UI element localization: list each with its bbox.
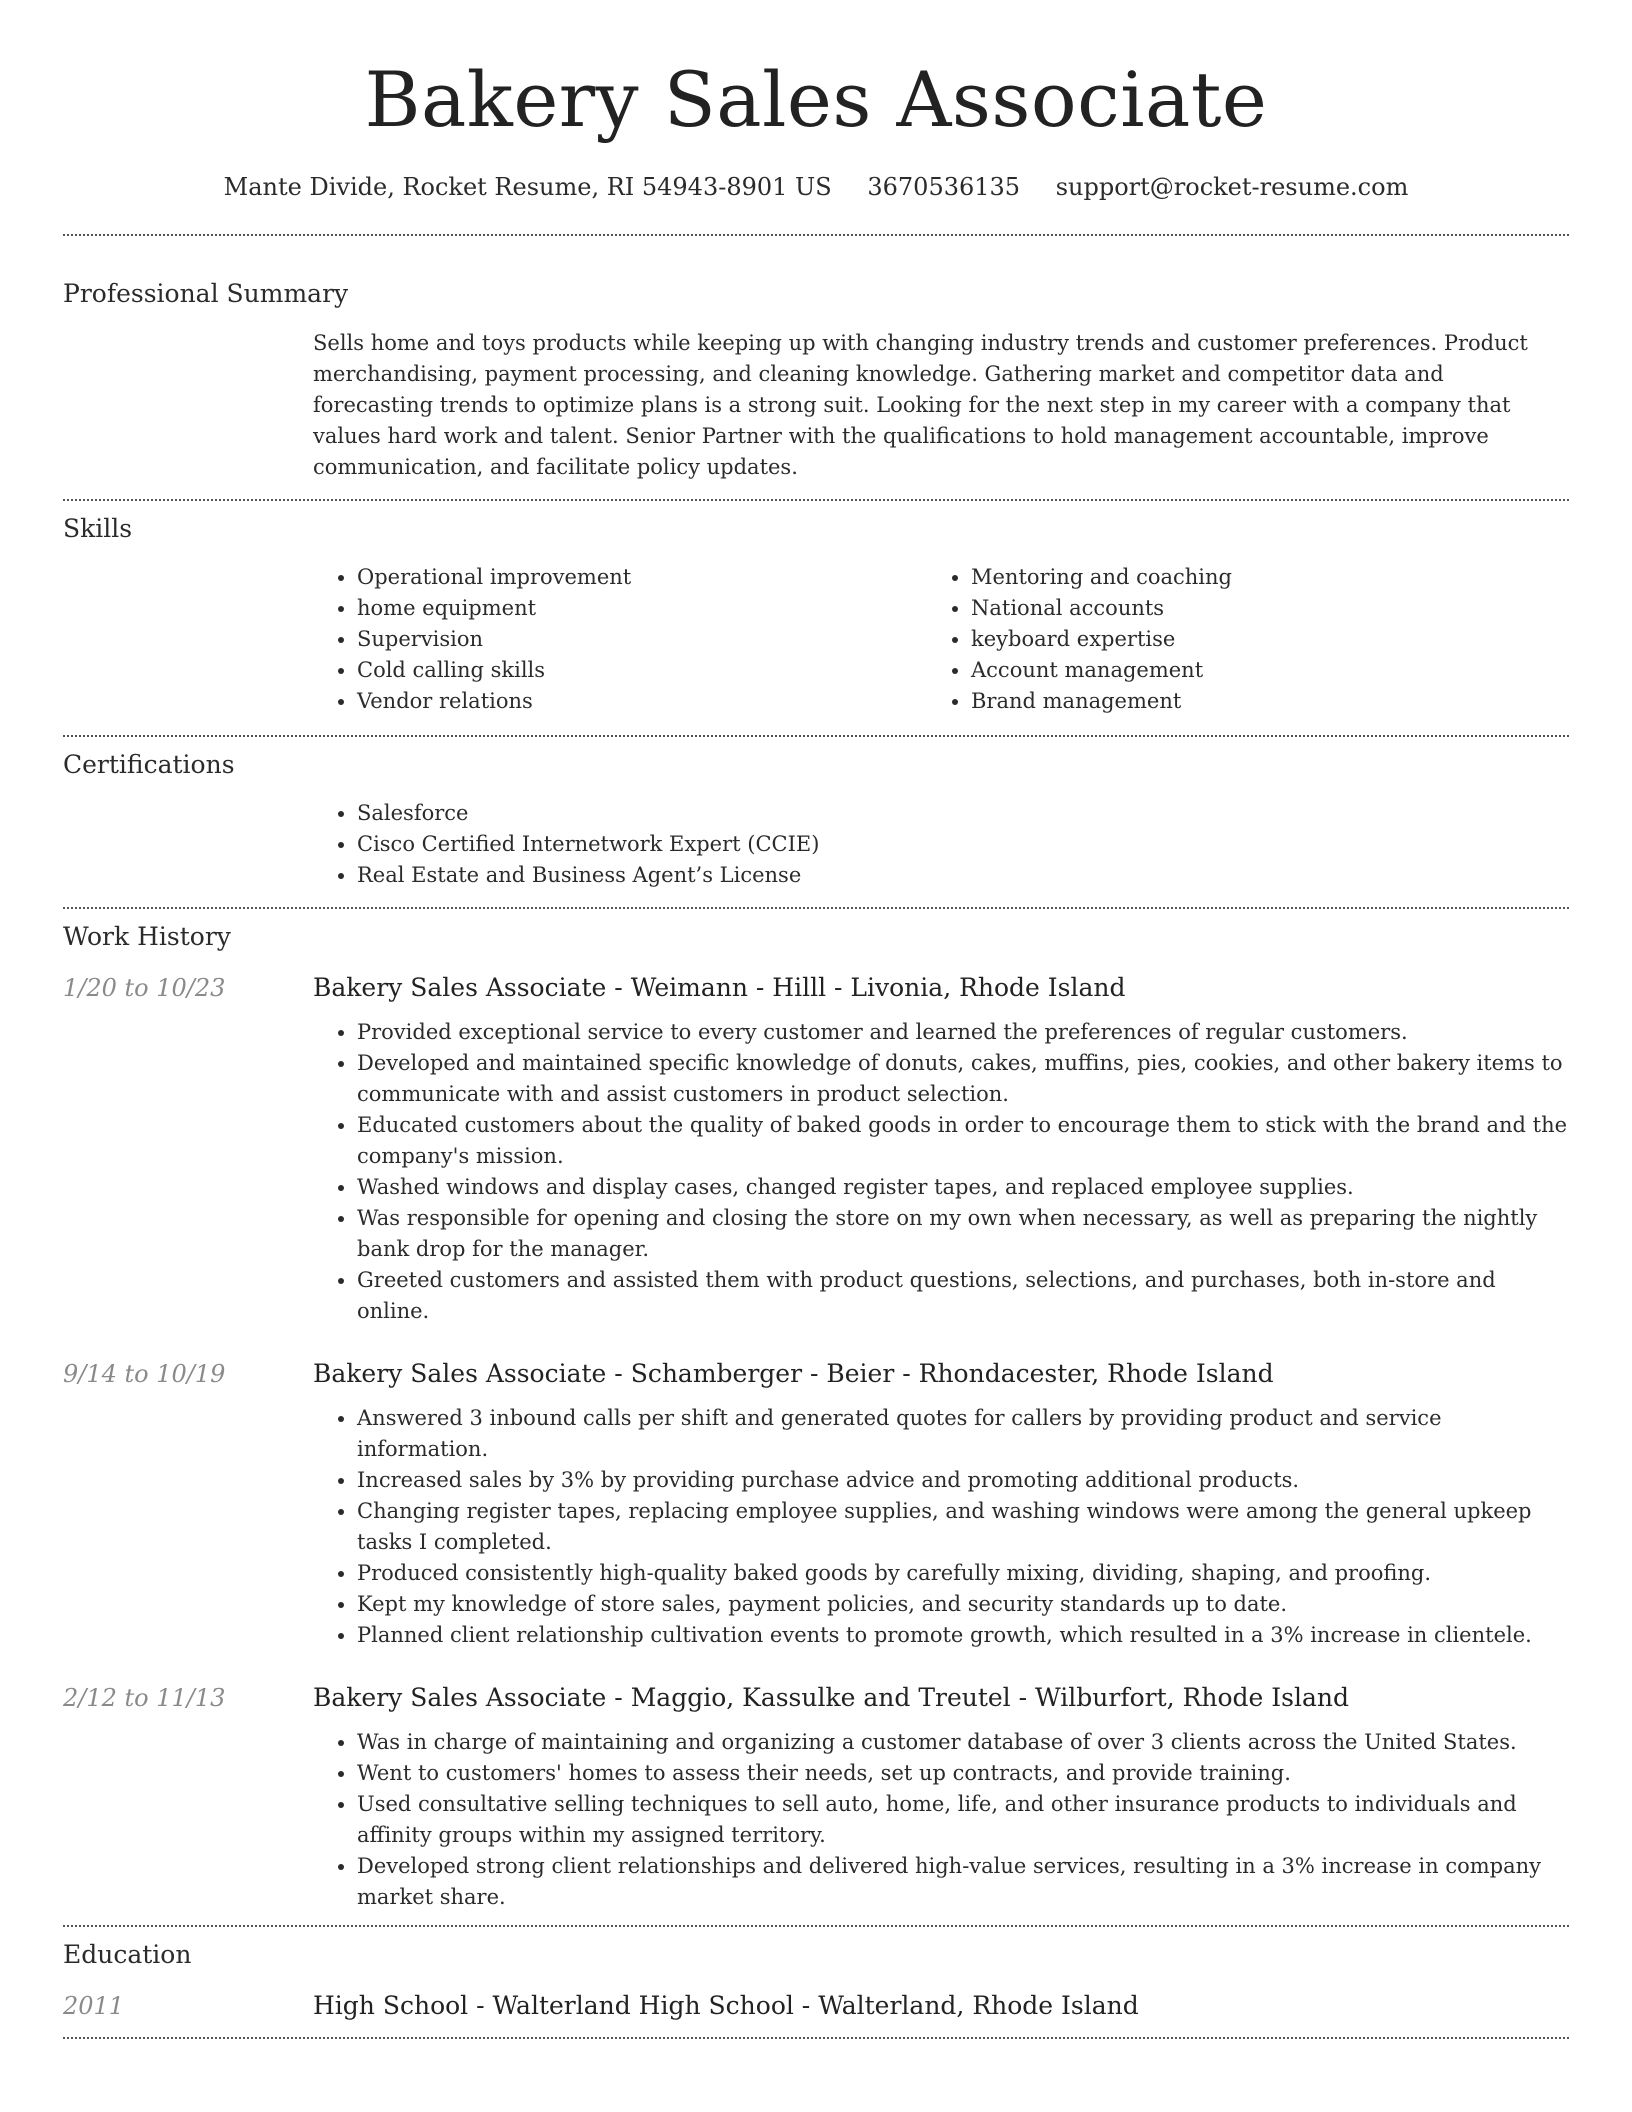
work-history-section bbox=[63, 909, 1569, 1925]
job-entry bbox=[63, 1681, 1569, 1913]
contact-line bbox=[63, 172, 1569, 202]
contact-phone: 3670536135 bbox=[867, 173, 1021, 201]
job-bullets bbox=[313, 1403, 1569, 1651]
list-item: • Vendor relations bbox=[357, 686, 927, 717]
list-item: • Changing register tapes, replacing employee supplies, and washing windows were among the general upkeep tasks I completed. bbox=[357, 1496, 1569, 1558]
list-item: • Supervision bbox=[357, 624, 927, 655]
job-dates: 2/12 to 11/13 bbox=[63, 1684, 226, 1712]
list-item: • Washed windows and display cases, changed register tapes, and replaced employee supplies. bbox=[357, 1172, 1569, 1203]
list-item: • Developed and maintained specific knowledge of donuts, cakes, muffins, pies, cookies, and other bakery items to communicate with and assist customers in product selection. bbox=[357, 1048, 1569, 1110]
section-title: Certifications bbox=[63, 750, 235, 779]
certifications-section bbox=[63, 737, 1569, 907]
job-title: Bakery Sales Associate - Schamberger - Beier - Rhondacester, Rhode Island bbox=[313, 1359, 1274, 1388]
list-item: • Provided exceptional service to every customer and learned the preferences of regular customers. bbox=[357, 1017, 1569, 1048]
list-item: • Produced consistently high-quality baked goods by carefully mixing, dividing, shaping, and proofing. bbox=[357, 1558, 1569, 1589]
education-year: 2011 bbox=[63, 1992, 125, 2020]
list-item: • Kept my knowledge of store sales, payment policies, and security standards up to date. bbox=[357, 1589, 1569, 1620]
list-item: • Cold calling skills bbox=[357, 655, 927, 686]
resume-name: Bakery Sales Associate bbox=[364, 55, 1268, 144]
list-item: • Used consultative selling techniques to sell auto, home, life, and other insurance products to individuals and affinity groups within my assigned territory. bbox=[357, 1789, 1569, 1851]
list-item: • Was responsible for opening and closing the store on my own when necessary, as well as preparing the nightly bank drop for the manager. bbox=[357, 1203, 1569, 1265]
job-bullets bbox=[313, 1017, 1569, 1327]
list-item: • Developed strong client relationships and delivered high-value services, resulting in a 3% increase in company market share. bbox=[357, 1851, 1569, 1913]
job-entry bbox=[63, 971, 1569, 1327]
list-item: • Increased sales by 3% by providing purchase advice and promoting additional products. bbox=[357, 1465, 1569, 1496]
section-title: Professional Summary bbox=[63, 279, 349, 308]
contact-address: Mante Divide, Rocket Resume, RI 54943-8901 US bbox=[223, 173, 832, 201]
list-item: • home equipment bbox=[357, 593, 927, 624]
skills-section bbox=[63, 501, 1569, 735]
list-item: • Went to customers' homes to assess their needs, set up contracts, and provide training. bbox=[357, 1758, 1569, 1789]
section-title: Work History bbox=[63, 922, 231, 951]
list-item: • Cisco Certified Internetwork Expert (CCIE) bbox=[357, 829, 1569, 860]
summary-section bbox=[63, 236, 1569, 499]
job-dates: 1/20 to 10/23 bbox=[63, 974, 226, 1002]
list-item: • keyboard expertise bbox=[971, 624, 1541, 655]
contact-email: support@rocket-resume.com bbox=[1055, 173, 1409, 201]
job-title: Bakery Sales Associate - Maggio, Kassulke and Treutel - Wilburfort, Rhode Island bbox=[313, 1683, 1349, 1712]
section-title: Education bbox=[63, 1940, 192, 1969]
list-item: • Brand management bbox=[971, 686, 1541, 717]
list-item: • Real Estate and Business Agent’s License bbox=[357, 860, 1569, 891]
job-entry bbox=[63, 1357, 1569, 1651]
summary-text: Sells home and toys products while keeping up with changing industry trends and customer preferences. Product merchandising, payment processing, and cleaning knowledge. Gathering market and competitor data and forecasting trends to optimize plans is a strong suit. Looking for the next step in my career with a company that values hard work and talent. Senior Partner with the qualifications to hold management accountable, improve communication, and facilitate policy updates. bbox=[313, 331, 1528, 479]
list-item: • Operational improvement bbox=[357, 562, 927, 593]
list-item: • Salesforce bbox=[357, 798, 1569, 829]
list-item: • Educated customers about the quality of baked goods in order to encourage them to stick with the brand and the company's mission. bbox=[357, 1110, 1569, 1172]
job-bullets bbox=[313, 1727, 1569, 1913]
list-item: • Greeted customers and assisted them with product questions, selections, and purchases, both in-store and online. bbox=[357, 1265, 1569, 1327]
list-item: • Answered 3 inbound calls per shift and generated quotes for callers by providing product and service information. bbox=[357, 1403, 1569, 1465]
section-title: Skills bbox=[63, 514, 133, 543]
education-section bbox=[63, 1927, 1569, 2037]
job-dates: 9/14 to 10/19 bbox=[63, 1360, 226, 1388]
job-title: Bakery Sales Associate - Weimann - Hilll - Livonia, Rhode Island bbox=[313, 973, 1126, 1002]
certifications-list bbox=[313, 781, 1569, 907]
list-item: • Was in charge of maintaining and organizing a customer database of over 3 clients across the United States. bbox=[357, 1727, 1569, 1758]
divider bbox=[63, 2037, 1569, 2039]
list-item: • Mentoring and coaching bbox=[971, 562, 1541, 593]
education-entry: High School - Walterland High School - Walterland, Rhode Island bbox=[313, 1991, 1139, 2020]
skills-column-left bbox=[313, 562, 927, 717]
list-item: • Planned client relationship cultivation events to promote growth, which resulted in a 3% increase in clientele. bbox=[357, 1620, 1569, 1651]
list-item: • Account management bbox=[971, 655, 1541, 686]
list-item: • National accounts bbox=[971, 593, 1541, 624]
skills-column-right bbox=[927, 562, 1541, 717]
skills-list bbox=[313, 545, 1569, 735]
